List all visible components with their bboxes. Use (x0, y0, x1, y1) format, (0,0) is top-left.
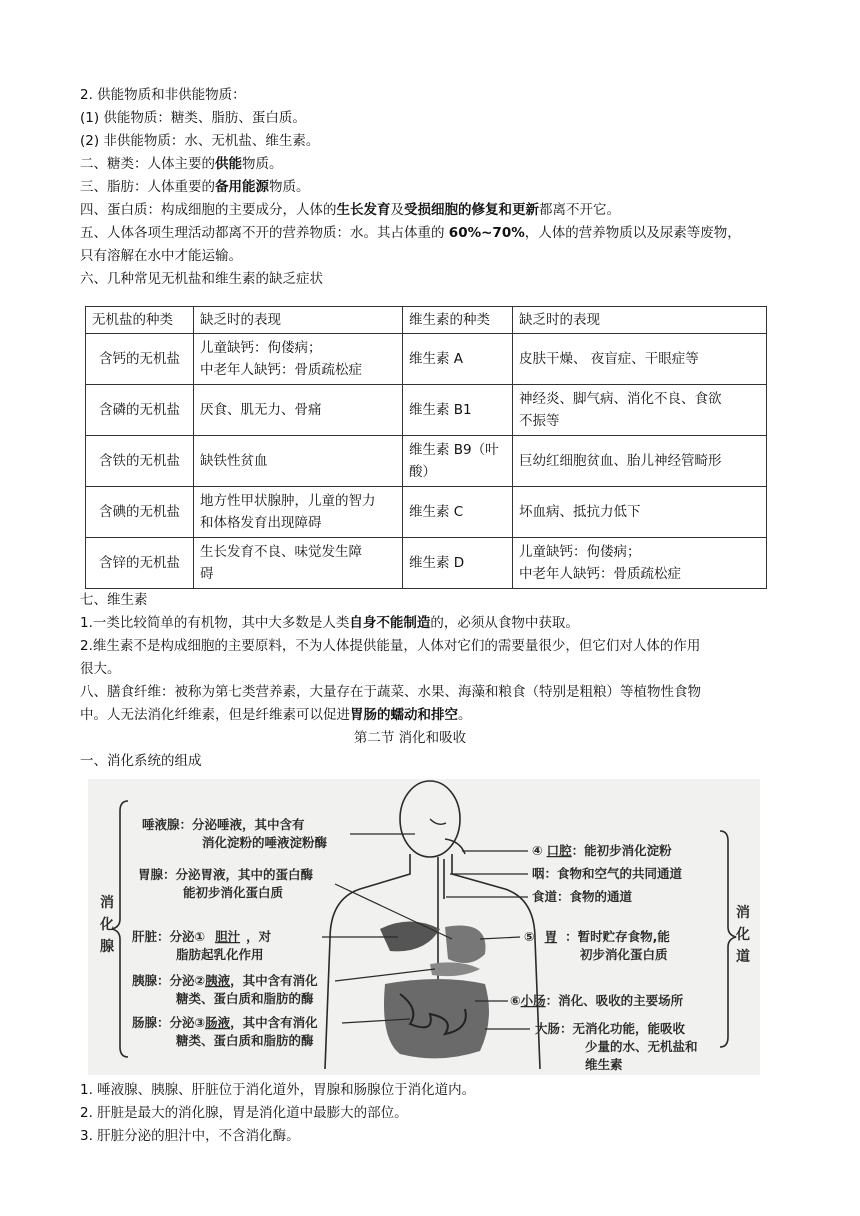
mouth-label: ④ 口腔：能初步消化淀粉 (532, 843, 672, 858)
table-row (86, 487, 767, 538)
mineral-symptom-cell: 地方性甲状腺肿，儿童的智力 和体格发育出现障碍 (194, 487, 403, 538)
fat-line: 三、脂肪：人体重要的备用能源物质。 (80, 179, 310, 195)
vitamin-symptom-cell: 坏血病、抵抗力低下 (513, 487, 767, 538)
stomach-desc: 初步消化蛋白质 (580, 947, 668, 962)
intestine-shape (384, 979, 489, 1058)
mineral-cell: 含磷的无机盐 (86, 385, 194, 436)
vitamins-point-2b: 很大。 (80, 661, 121, 677)
water-line-2: 只有溶解在水中才能运输。 (80, 248, 242, 264)
esophagus-label: 食道：食物的通道 (532, 889, 633, 904)
mineral-cell: 含钙的无机盐 (86, 334, 194, 385)
intestinal-gland-desc: 糖类、蛋白质和脂肪的酶 (176, 1033, 314, 1048)
small-intestine-label: ⑥小肠：消化、吸收的主要场所 (510, 993, 684, 1008)
vitamin-cell: 维生素 D (403, 538, 513, 589)
intestinal-gland-label: 肠腺：分泌③肠液，其中含有消化 (132, 1015, 318, 1030)
table-header-cell: 缺乏时的表现 (194, 307, 403, 334)
note-3: 3. 肝脏分泌的胆汁中，不含消化酶。 (80, 1128, 300, 1144)
mineral-cell: 含铁的无机盐 (86, 436, 194, 487)
stomach-label: ⑤ 胃 ：暂时贮存食物,能 (524, 929, 670, 944)
large-intestine-label: 大肠：无消化功能，能吸收 (535, 1021, 686, 1036)
gastric-gland-desc: 能初步消化蛋白质 (183, 885, 284, 900)
water-line-1: 五、人体各项生理活动都离不开的营养物质：水。其占体重的 60%~70%，人体的营养物质以及尿素等废物， (80, 225, 741, 241)
tract-label-char: 道 (736, 949, 750, 965)
liver-label: 肝脏：分泌① 胆汁 ，对 (132, 929, 272, 944)
table-row (86, 436, 767, 487)
section-title: 第二节 消化和吸收 (353, 730, 467, 746)
large-intestine-desc-2: 维生素 (585, 1057, 623, 1072)
pharynx-label: 咽：食物和空气的共同通道 (532, 866, 683, 881)
vitamins-heading: 七、维生素 (80, 592, 148, 608)
mineral-symptom-cell: 厌食、肌无力、骨痛 (194, 385, 403, 436)
gastric-gland-label: 胃腺：分泌胃液，其中的蛋白酶 (138, 867, 314, 882)
deficiency-table (85, 306, 767, 589)
note-2: 2. 肝脏是最大的消化腺，胃是消化道中最膨大的部位。 (80, 1105, 408, 1121)
glands-label-char: 腺 (100, 939, 114, 955)
vitamin-cell: 维生素 C (403, 487, 513, 538)
glands-label-char: 消 (100, 895, 114, 911)
intro-line-2: (1) 供能物质：糖类、脂肪、蛋白质。 (80, 110, 306, 126)
intro-line-1: 2. 供能物质和非供能物质： (80, 87, 246, 103)
mineral-symptom-cell: 缺铁性贫血 (194, 436, 403, 487)
fiber-line-1: 八、膳食纤维：被称为第七类营养素，大量存在于蔬菜、水果、海藻和粮食（特别是粗粮）等植物性食物 (80, 684, 701, 700)
vitamin-symptom-cell: 儿童缺钙：佝偻病； 中老年人缺钙：骨质疏松症 (513, 538, 767, 589)
vitamin-cell: 维生素 B9（叶 酸） (403, 436, 513, 487)
tract-label-char: 消 (736, 905, 750, 921)
protein-line: 四、蛋白质：构成细胞的主要成分，人体的生长发育及受损细胞的修复和更新都离不开它。 (80, 202, 620, 218)
carbohydrate-line: 二、糖类：人体主要的供能物质。 (80, 156, 283, 172)
pancreas-label: 胰腺：分泌②胰液，其中含有消化 (132, 973, 318, 988)
digestive-diagram-svg (80, 779, 780, 1079)
table-header-row (86, 307, 767, 334)
salivary-gland-desc: 消化淀粉的唾液淀粉酶 (202, 835, 328, 850)
note-1: 1. 唾液腺、胰腺、肝脏位于消化道外，胃腺和肠腺位于消化道内。 (80, 1082, 476, 1098)
mineral-cell: 含碘的无机盐 (86, 487, 194, 538)
mineral-cell: 含锌的无机盐 (86, 538, 194, 589)
document-page (80, 84, 780, 1148)
large-intestine-desc-1: 少量的水、无机盐和 (585, 1039, 698, 1054)
section-subheading: 一、消化系统的组成 (80, 753, 202, 769)
table-header-cell: 缺乏时的表现 (513, 307, 767, 334)
glands-label-char: 化 (100, 917, 114, 933)
pancreas-desc: 糖类、蛋白质和脂肪的酶 (176, 991, 314, 1006)
intro-line-3: (2) 非供能物质：水、无机盐、维生素。 (80, 133, 320, 149)
vitamin-symptom-cell: 皮肤干燥、 夜盲症、干眼症等 (513, 334, 767, 385)
table-header-cell: 无机盐的种类 (86, 307, 194, 334)
digestive-system-diagram (80, 779, 780, 1079)
table-row (86, 385, 767, 436)
table-header-cell: 维生素的种类 (403, 307, 513, 334)
deficiency-heading: 六、几种常见无机盐和维生素的缺乏症状 (80, 271, 323, 287)
salivary-gland-label: 唾液腺：分泌唾液，其中含有 (142, 817, 305, 832)
fiber-line-2: 中。人无法消化纤维素，但是纤维素可以促进胃肠的蠕动和排空。 (80, 707, 472, 723)
mineral-symptom-cell: 生长发育不良、味觉发生障 碍 (194, 538, 403, 589)
table-row (86, 538, 767, 589)
mineral-symptom-cell: 儿童缺钙：佝偻病； 中老年人缺钙：骨质疏松症 (194, 334, 403, 385)
vitamins-point-1: 1.一类比较简单的有机物，其中大多数是人类自身不能制造的，必须从食物中获取。 (80, 615, 579, 631)
table-row (86, 334, 767, 385)
tract-label-char: 化 (736, 927, 750, 943)
liver-desc: 脂肪起乳化作用 (176, 947, 264, 962)
vitamin-cell: 维生素 A (403, 334, 513, 385)
vitamin-symptom-cell: 巨幼红细胞贫血、胎儿神经管畸形 (513, 436, 767, 487)
vitamin-cell: 维生素 B1 (403, 385, 513, 436)
vitamin-symptom-cell: 神经炎、脚气病、消化不良、食欲 不振等 (513, 385, 767, 436)
vitamins-point-2a: 2.维生素不是构成细胞的主要原料，不为人体提供能量，人体对它们的需要量很少，但它们对人体的作用 (80, 638, 701, 654)
